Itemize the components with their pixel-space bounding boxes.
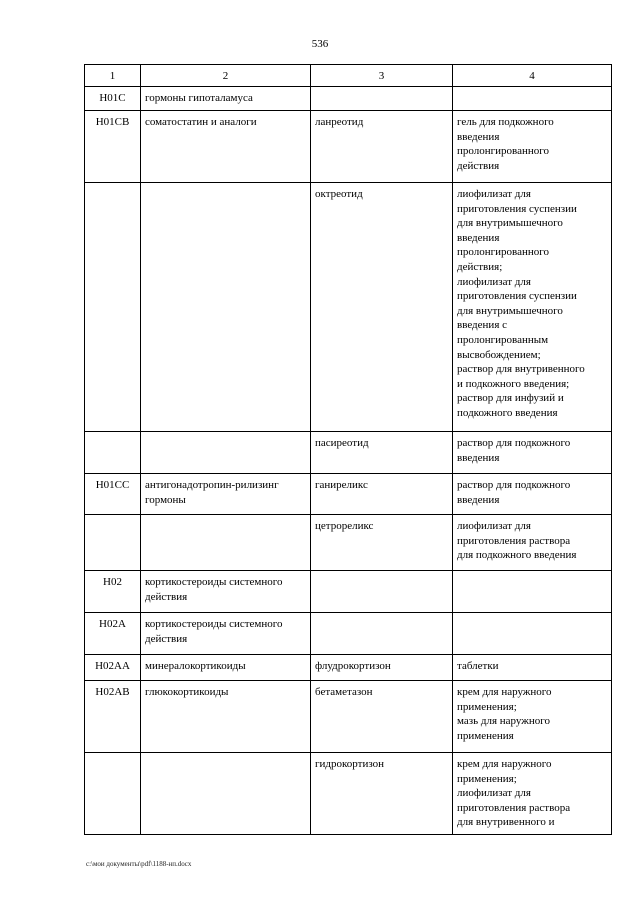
table-row [85,515,612,571]
dosage-form-cell: лиофилизат для приготовления суспензии для внутримышечного введения пролонгированного действия; лиофилизат для приготовления суспензии для внутримышечного введения с пролонгированным высвобождением; раствор для внутривенного и подкожного введения; раствор для инфузий и подкожного введения [453,183,612,432]
dosage-form-cell: таблетки [453,655,612,681]
dosage-form-cell [453,571,612,613]
substance-cell [311,87,453,111]
atc-code-cell: H02 [85,571,141,613]
group-cell [141,515,311,571]
group-cell: глюкокортикоиды [141,681,311,753]
table-header-row [85,65,612,87]
atc-code-cell [85,753,141,835]
header-col-1: 1 [85,65,141,87]
group-cell: минералокортикоиды [141,655,311,681]
atc-code-cell [85,432,141,474]
substance-cell: ганиреликс [311,474,453,515]
atc-code-cell: H02AA [85,655,141,681]
atc-code-cell: H02A [85,613,141,655]
table-row [85,753,612,835]
substance-cell: гидрокортизон [311,753,453,835]
dosage-form-cell: раствор для подкожного введения [453,474,612,515]
dosage-form-cell: крем для наружного применения; лиофилизат для приготовления раствора для внутривенного и [453,753,612,835]
group-cell: гормоны гипоталамуса [141,87,311,111]
table-row [85,111,612,183]
table-row [85,474,612,515]
group-cell [141,183,311,432]
atc-code-cell [85,183,141,432]
dosage-form-cell: гель для подкожного введения пролонгированного действия [453,111,612,183]
substance-cell: ланреотид [311,111,453,183]
table-row [85,681,612,753]
header-col-3: 3 [311,65,453,87]
dosage-form-cell [453,613,612,655]
table-row [85,183,612,432]
document-path-footer: c:\мои документы\pdf\1188-нп.docx [86,860,192,868]
table-row [85,432,612,474]
substance-cell [311,571,453,613]
atc-code-cell: H02AB [85,681,141,753]
substance-cell [311,613,453,655]
substance-cell: октреотид [311,183,453,432]
atc-code-cell: H01C [85,87,141,111]
dosage-form-cell: раствор для подкожного введения [453,432,612,474]
header-col-2: 2 [141,65,311,87]
group-cell: кортикостероиды системного действия [141,613,311,655]
group-cell: кортикостероиды системного действия [141,571,311,613]
substance-cell: цетрореликс [311,515,453,571]
group-cell: соматостатин и аналоги [141,111,311,183]
drug-table [84,64,612,835]
group-cell: антигонадотропин-рилизинг гормоны [141,474,311,515]
atc-code-cell: H01CC [85,474,141,515]
header-col-4: 4 [453,65,612,87]
table-row [85,655,612,681]
substance-cell: флудрокортизон [311,655,453,681]
atc-code-cell: H01CB [85,111,141,183]
table-row [85,613,612,655]
atc-code-cell [85,515,141,571]
dosage-form-cell: лиофилизат для приготовления раствора для подкожного введения [453,515,612,571]
group-cell [141,432,311,474]
substance-cell: бетаметазон [311,681,453,753]
dosage-form-cell: крем для наружного применения; мазь для наружного применения [453,681,612,753]
dosage-form-cell [453,87,612,111]
table-row [85,87,612,111]
table-row [85,571,612,613]
page-number: 536 [311,38,329,50]
group-cell [141,753,311,835]
substance-cell: пасиреотид [311,432,453,474]
